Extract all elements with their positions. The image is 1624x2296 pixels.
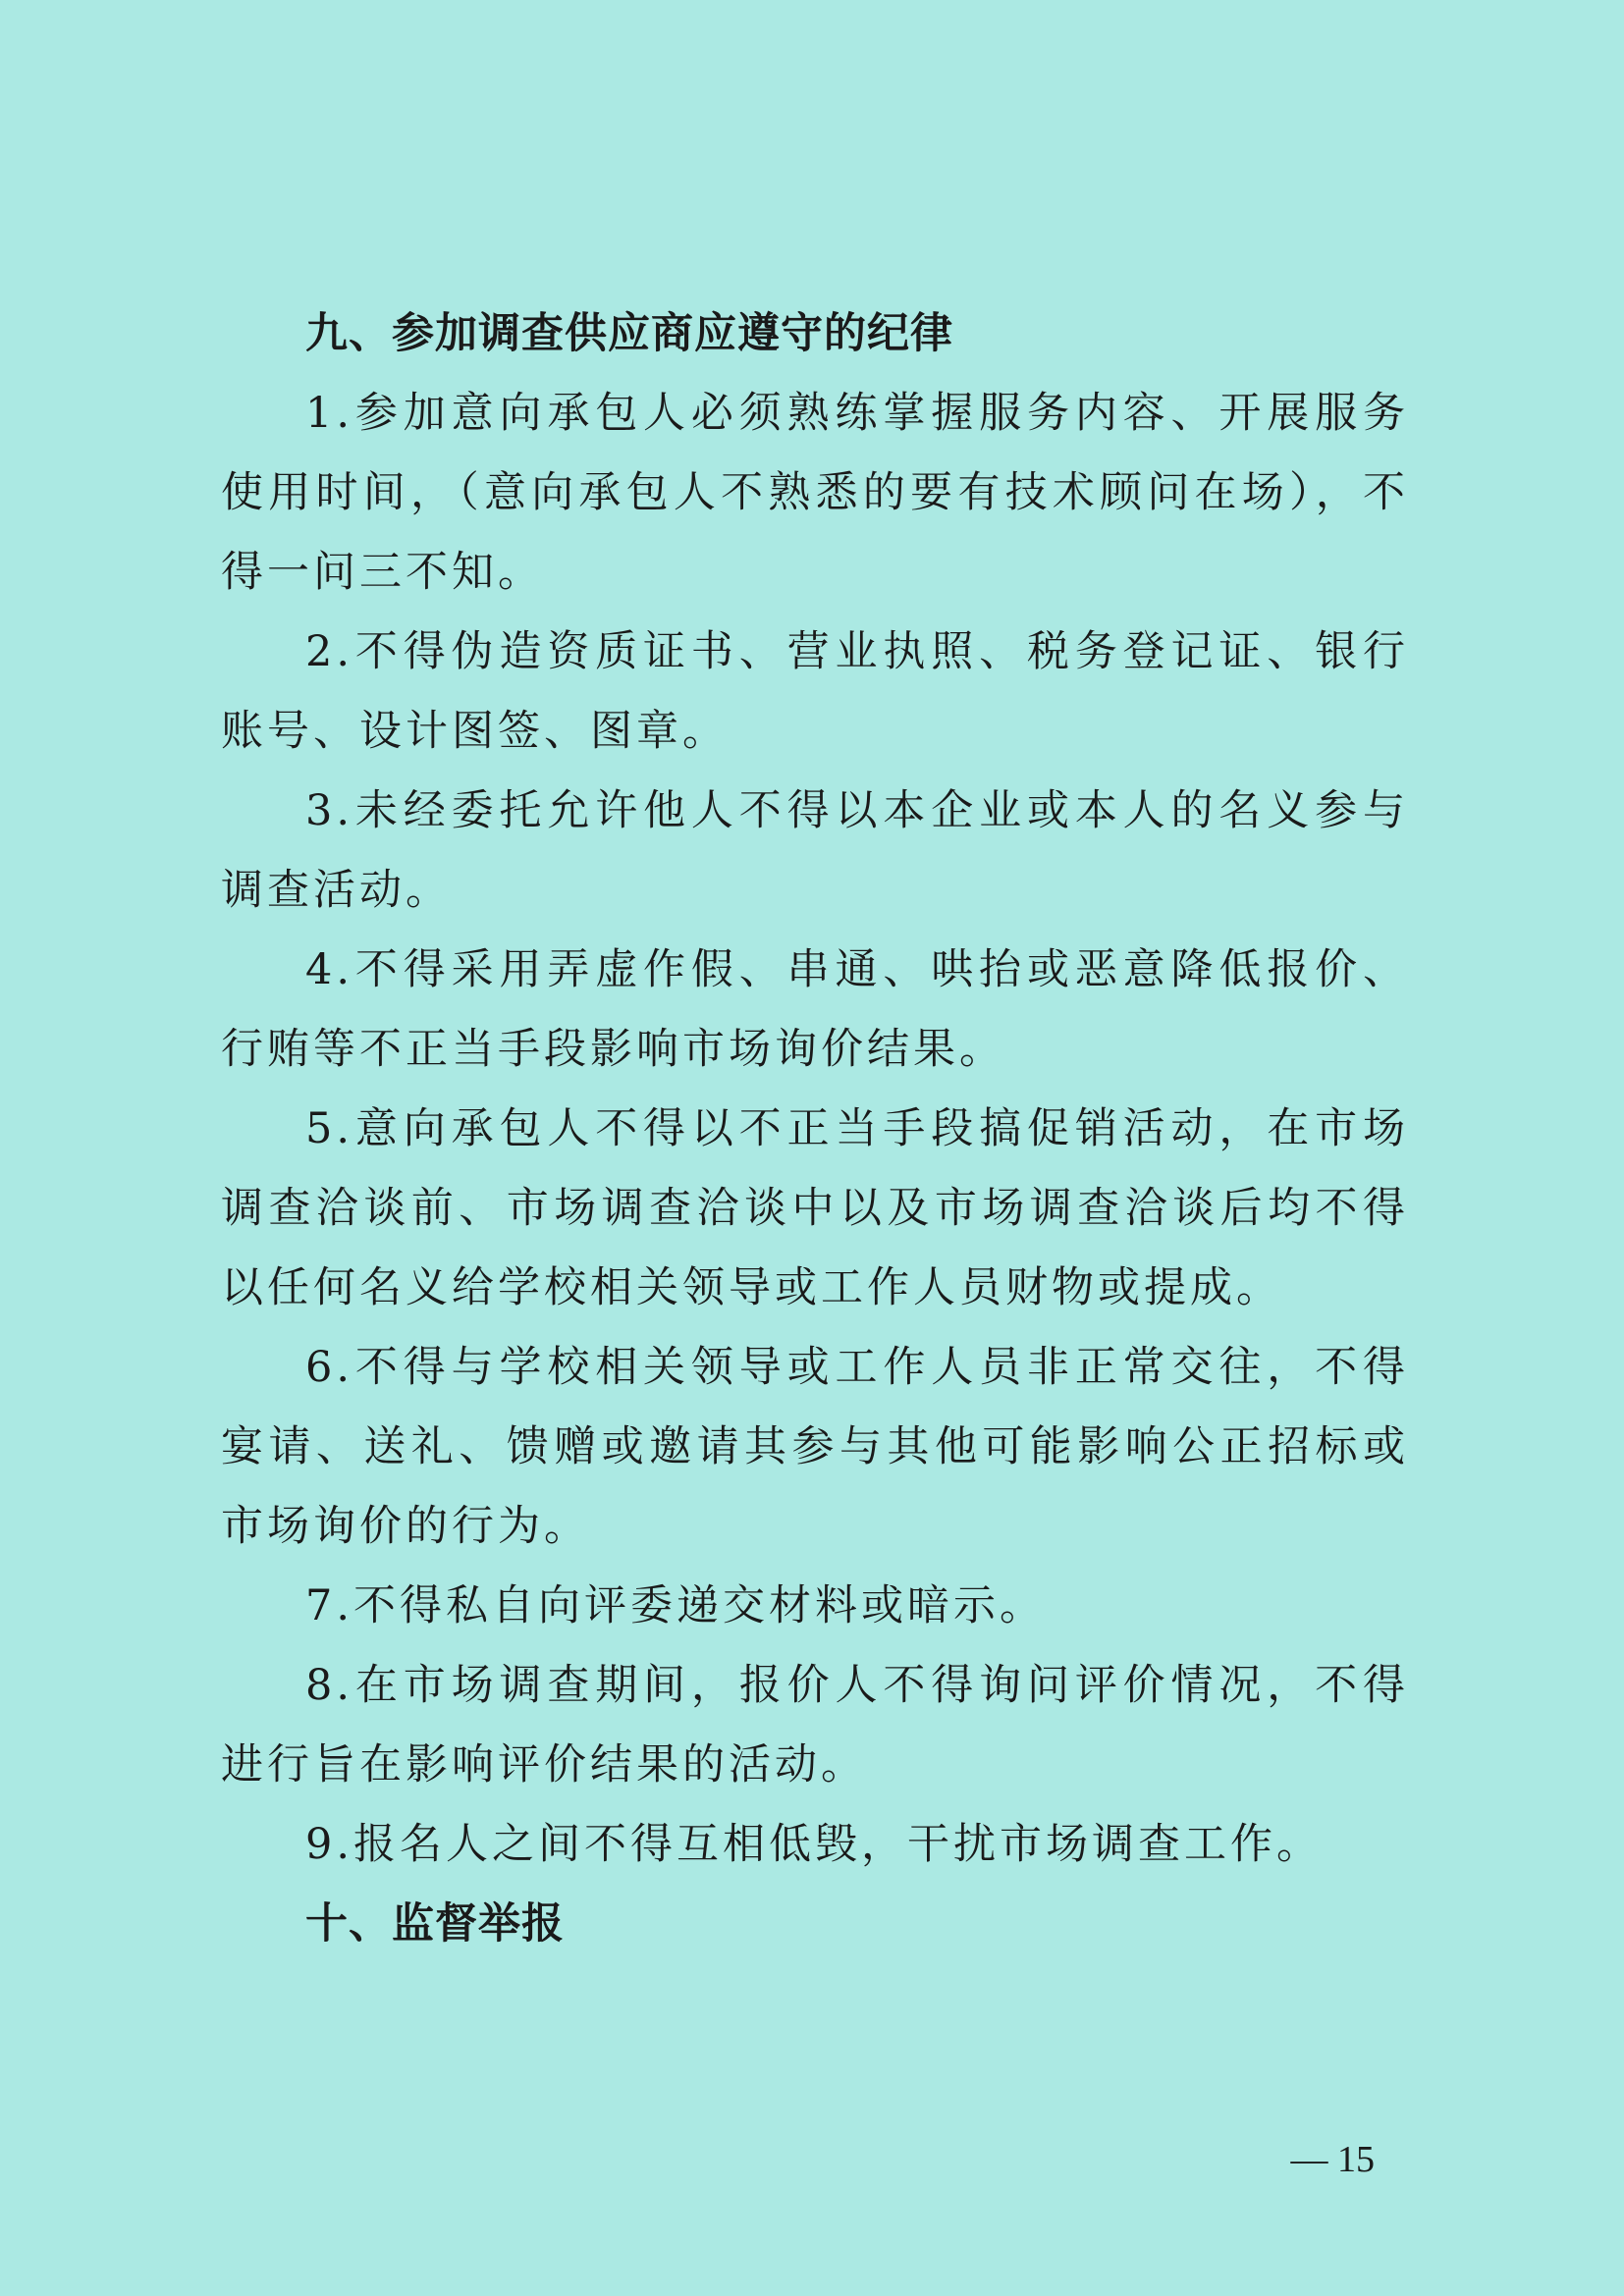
page-number: — 15 <box>1290 2139 1375 2180</box>
section-heading-ten: 十、监督举报 <box>305 1899 565 1949</box>
rule-item-6: 6.不得与学校相关领导或工作人员非正常交往，不得宴请、送礼、馈赠或邀请其参与其他可能影响公正招标或市场询价的行为。 <box>221 1343 1409 1551</box>
rule-item-1: 1.参加意向承包人必须熟练掌握服务内容、开展服务使用时间，（意向承包人不熟悉的要有技术顾问在场），不得一问三不知。 <box>221 389 1409 597</box>
rule-item-4: 4.不得采用弄虚作假、串通、哄抬或恶意降低报价、行贿等不正当手段影响市场询价结果。 <box>221 945 1409 1074</box>
page-content <box>221 294 1409 1964</box>
rule-item-2: 2.不得伪造资质证书、营业执照、税务登记证、银行账号、设计图签、图章。 <box>221 627 1409 756</box>
rule-item-5: 5.意向承包人不得以不正当手段搞促销活动，在市场调查洽谈前、市场调查洽谈中以及市场调查洽谈后均不得以任何名义给学校相关领导或工作人员财物或提成。 <box>221 1104 1409 1312</box>
rule-item-8: 8.在市场调查期间，报价人不得询问评价情况，不得进行旨在影响评价结果的活动。 <box>221 1661 1409 1789</box>
rule-item-7: 7.不得私自向评委递交材料或暗示。 <box>305 1581 1047 1630</box>
rule-item-3: 3.未经委托允许他人不得以本企业或本人的名义参与调查活动。 <box>221 786 1409 915</box>
rule-item-9: 9.报名人之间不得互相低毁，干扰市场调查工作。 <box>305 1820 1324 1869</box>
section-heading-nine: 九、参加调查供应商应遵守的纪律 <box>305 309 953 358</box>
